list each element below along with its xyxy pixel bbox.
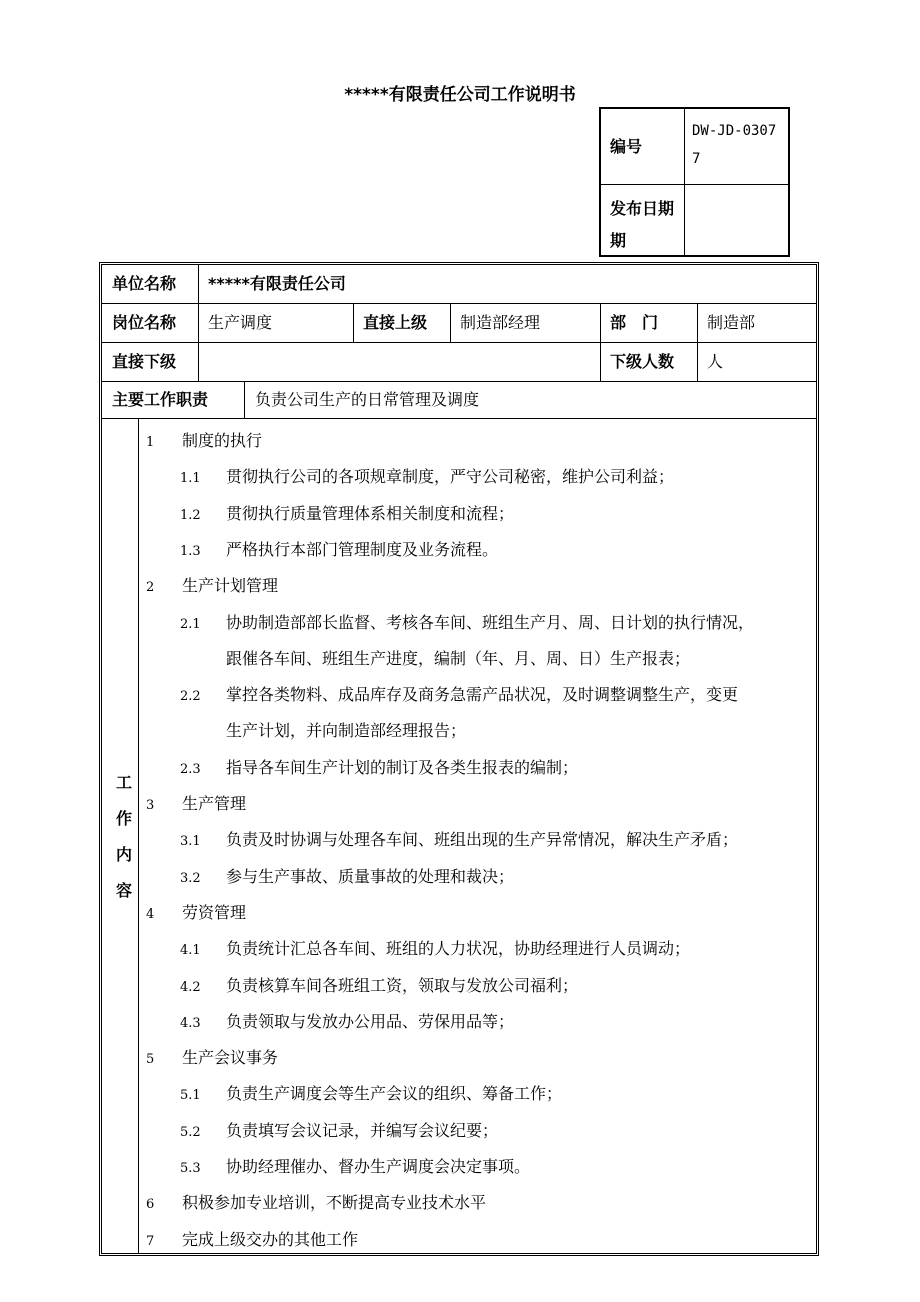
content-line	[146, 573, 278, 596]
content-text: 贯彻执行公司的各项规章制度，严守公司秘密，维护公司利益；	[226, 467, 675, 487]
side-char-2: 作	[115, 809, 132, 828]
content-line	[180, 682, 738, 705]
content-number: 1.3	[180, 543, 201, 559]
content-text: 协助制造部部长监督、考核各车间、班组生产月、周、日计划的执行情况，	[226, 612, 755, 632]
content-text: 指导各车间生产计划的制订及各类生报表的编制；	[226, 757, 579, 777]
superior-label: 直接上级	[363, 313, 428, 332]
content-text: 负责填写会议记录，并编写会议纪要；	[226, 1120, 499, 1140]
content-line	[146, 1190, 486, 1213]
post-value: 生产调度	[208, 313, 273, 332]
content-line	[146, 791, 246, 814]
code-row	[601, 109, 788, 185]
content-line	[180, 646, 690, 669]
post-label: 岗位名称	[112, 313, 177, 332]
content-number: 3.1	[180, 834, 201, 850]
content-line	[146, 1045, 278, 1068]
content-text: 参与生产事故、质量事故的处理和裁决；	[226, 866, 515, 886]
content-side-label	[106, 765, 142, 909]
content-line	[180, 501, 514, 524]
content-text: 严格执行本部门管理制度及业务流程。	[226, 539, 499, 559]
content-text: 负责生产调度会等生产会议的组织、筹备工作；	[226, 1084, 563, 1104]
date-label-line2: 期	[610, 231, 627, 250]
content-number: 5.1	[180, 1088, 201, 1104]
content-number: 3	[146, 798, 155, 813]
content-text: 负责领取与发放办公用品、劳保用品等；	[226, 1011, 515, 1031]
content-number: 1.1	[180, 471, 201, 487]
content-number: 6	[146, 1197, 155, 1213]
dept-value: 制造部	[707, 313, 756, 332]
content-text: 生产会议事务	[182, 1048, 279, 1068]
content-line	[180, 1081, 562, 1104]
content-text: 贯彻执行质量管理体系相关制度和流程；	[226, 503, 515, 523]
content-text: 生产计划管理	[182, 576, 279, 596]
content-text: 负责统计汇总各车间、班组的人力状况，协助经理进行人员调动；	[226, 939, 691, 959]
content-number: 3.2	[180, 870, 201, 886]
content-number: 4.3	[180, 1015, 201, 1031]
job-description-form	[99, 262, 819, 1256]
content-number: 2.1	[180, 616, 201, 632]
content-line	[180, 973, 578, 996]
content-text: 生产计划，并向制造部经理报告；	[226, 721, 467, 741]
content-line	[180, 1009, 514, 1032]
sub-count-value: 人	[707, 352, 724, 371]
content-number: 4.2	[180, 979, 201, 995]
content-text: 协助经理催办、督办生产调度会决定事项。	[226, 1157, 531, 1176]
subordinate-label: 直接下级	[112, 352, 177, 371]
content-number: 2.3	[180, 761, 201, 777]
side-char-4: 容	[115, 881, 132, 900]
content-number: 5.3	[180, 1161, 201, 1176]
content-text: 劳资管理	[182, 902, 247, 922]
duty-value: 负责公司生产的日常管理及调度	[255, 390, 480, 409]
content-line	[180, 936, 690, 959]
date-label	[601, 185, 685, 257]
side-char-3: 内	[115, 845, 132, 864]
date-label-line1: 发布日期	[610, 199, 675, 218]
content-line	[180, 1118, 498, 1141]
content-line	[146, 428, 262, 451]
code-value: DW-JD-03077	[692, 123, 777, 167]
side-char-1: 工	[115, 773, 132, 792]
date-row	[601, 185, 788, 257]
content-line	[180, 464, 674, 487]
sub-count-label: 下级人数	[610, 352, 675, 371]
content-line	[180, 864, 514, 887]
unit-label: 单位名称	[112, 274, 177, 293]
unit-value: *****有限责任公司	[208, 274, 346, 293]
content-number: 1	[146, 435, 155, 450]
content-text: 跟催各车间、班组生产进度，编制（年、月、周、日）生产报表；	[226, 648, 691, 668]
content-text: 负责核算车间各班组工资，领取与发放公司福利；	[226, 975, 579, 995]
content-line	[146, 900, 246, 923]
content-number: 5	[146, 1052, 155, 1068]
content-text: 生产管理	[182, 794, 247, 813]
content-number: 1.2	[180, 507, 201, 523]
content-number: 4.1	[180, 943, 201, 959]
superior-value: 制造部经理	[460, 313, 541, 332]
content-line	[180, 1154, 530, 1177]
content-line	[146, 1227, 358, 1250]
content-number: 2.2	[180, 689, 201, 705]
content-line	[180, 718, 466, 741]
content-text: 积极参加专业培训，不断提高专业技术水平	[182, 1193, 487, 1213]
content-line	[180, 755, 578, 778]
content-text: 制度的执行	[182, 431, 263, 450]
meta-table	[599, 107, 790, 257]
duty-label: 主要工作职责	[112, 390, 209, 409]
content-line	[180, 537, 498, 560]
content-line	[180, 610, 754, 633]
content-number: 5.2	[180, 1124, 201, 1140]
dept-label: 部 门	[610, 313, 659, 332]
content-number: 2	[146, 580, 155, 596]
content-text: 负责及时协调与处理各车间、班组出现的生产异常情况，解决生产矛盾；	[226, 830, 739, 850]
content-line	[180, 827, 738, 850]
code-label: 编号	[601, 109, 685, 184]
content-number: 4	[146, 906, 155, 922]
content-text: 完成上级交办的其他工作	[182, 1229, 359, 1249]
document-title: *****有限责任公司工作说明书	[344, 85, 576, 105]
content-number: 7	[146, 1233, 155, 1249]
content-text: 掌控各类物料、成品库存及商务急需产品状况，及时调整调整生产，变更	[226, 685, 739, 705]
date-value	[686, 185, 788, 257]
